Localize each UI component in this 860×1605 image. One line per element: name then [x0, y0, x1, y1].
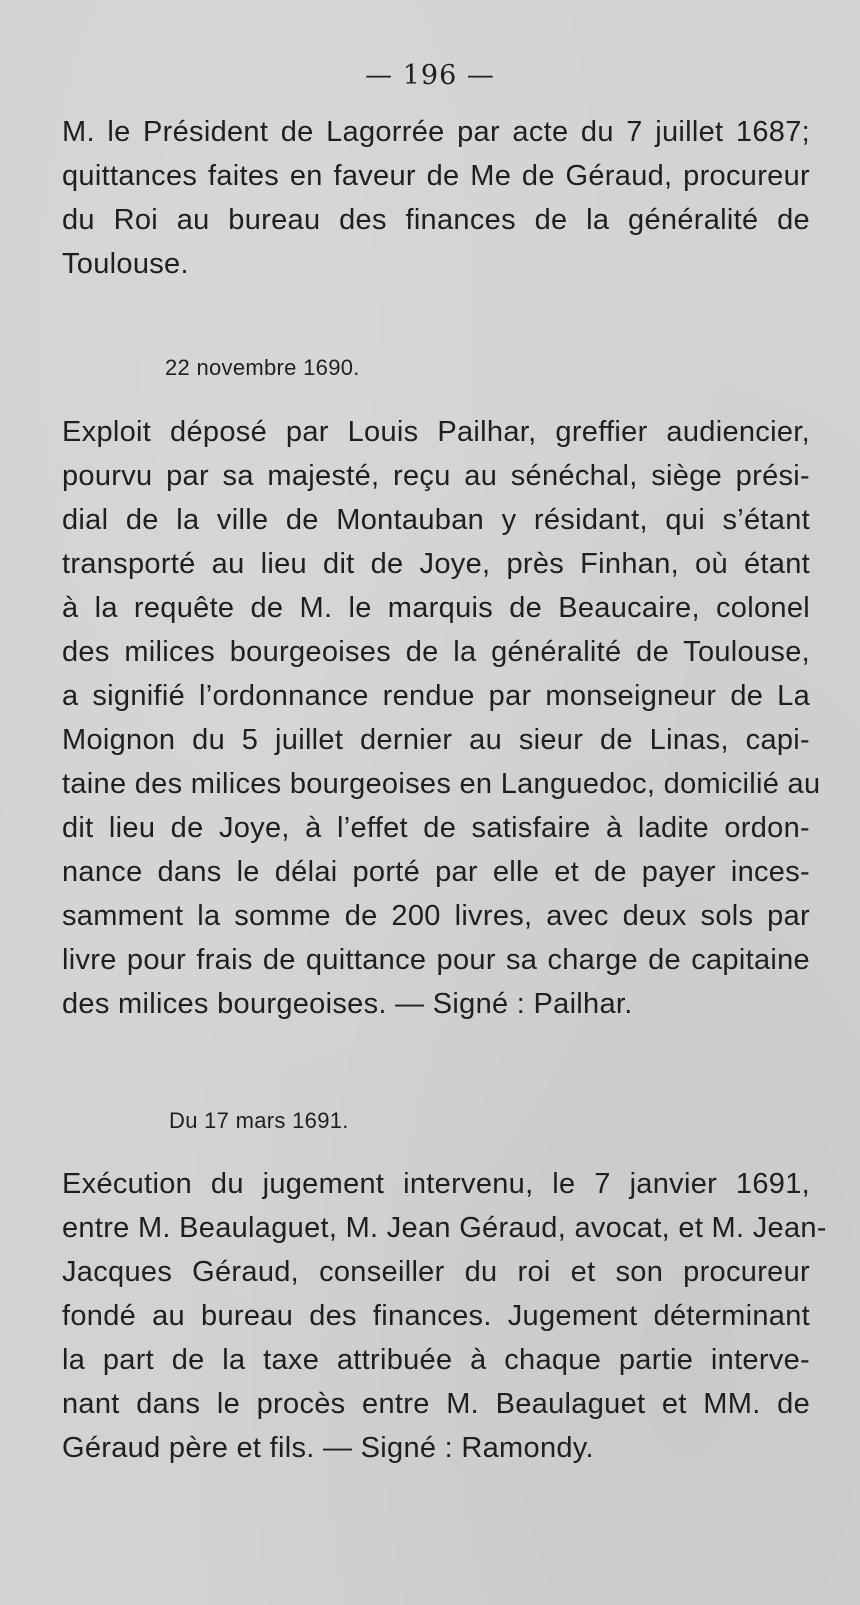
text-line: à la requête de M. le marquis de Beaucaire, colonel — [62, 592, 810, 624]
text-line: taine des milices bourgeoises en Languedoc, domicilié au — [62, 768, 821, 800]
text-line: dial de la ville de Montauban y résidant, qui s’étant — [62, 504, 810, 536]
text-line: des milices bourgeoises de la généralité de Toulouse, — [62, 636, 810, 668]
text-line: Exécution du jugement intervenu, le 7 janvier 1691, — [62, 1168, 810, 1200]
text-line: pourvu par sa majesté, reçu au sénéchal, siège prési- — [62, 460, 810, 492]
text-line: fondé au bureau des finances. Jugement déterminant — [62, 1300, 810, 1332]
entry-date: Du 17 mars 1691. — [169, 1108, 349, 1133]
text-line: livre pour frais de quittance pour sa charge de capitaine — [62, 944, 810, 976]
text-line: nant dans le procès entre M. Beaulaguet et MM. de — [62, 1388, 810, 1420]
text-line: M. le Président de Lagorrée par acte du 7 juillet 1687; — [62, 116, 810, 148]
text-line: dit lieu de Joye, à l’effet de satisfaire à ladite ordon- — [62, 812, 810, 844]
paragraph-2 — [62, 410, 821, 1026]
page-number: — 196 — — [365, 60, 495, 91]
text-line: Toulouse. — [62, 248, 189, 280]
text-line: du Roi au bureau des finances de la généralité de — [62, 204, 810, 236]
text-line: quittances faites en faveur de Me de Géraud, procureur — [62, 160, 810, 192]
text-line: Moignon du 5 juillet dernier au sieur de Linas, capi- — [62, 724, 810, 756]
text-line: transporté au lieu dit de Joye, près Finhan, où étant — [62, 548, 810, 580]
text-line: Géraud père et fils. — Signé : Ramondy. — [62, 1432, 594, 1464]
text-line: entre M. Beaulaguet, M. Jean Géraud, avocat, et M. Jean- — [62, 1212, 827, 1244]
text-line: des milices bourgeoises. — Signé : Pailhar. — [62, 988, 633, 1020]
text-line: nance dans le délai porté par elle et de payer inces- — [62, 856, 810, 888]
text-line: la part de la taxe attribuée à chaque partie interve- — [62, 1344, 810, 1376]
entry-date: 22 novembre 1690. — [165, 355, 360, 380]
text-line: a signifié l’ordonnance rendue par monseigneur de La — [62, 680, 810, 712]
text-line: Exploit déposé par Louis Pailhar, greffier audiencier, — [62, 416, 810, 448]
text-line: samment la somme de 200 livres, avec deux sols par — [62, 900, 810, 932]
paragraph-1 — [62, 110, 810, 286]
paragraph-3 — [62, 1162, 827, 1470]
text-line: Jacques Géraud, conseiller du roi et son procureur — [62, 1256, 810, 1288]
